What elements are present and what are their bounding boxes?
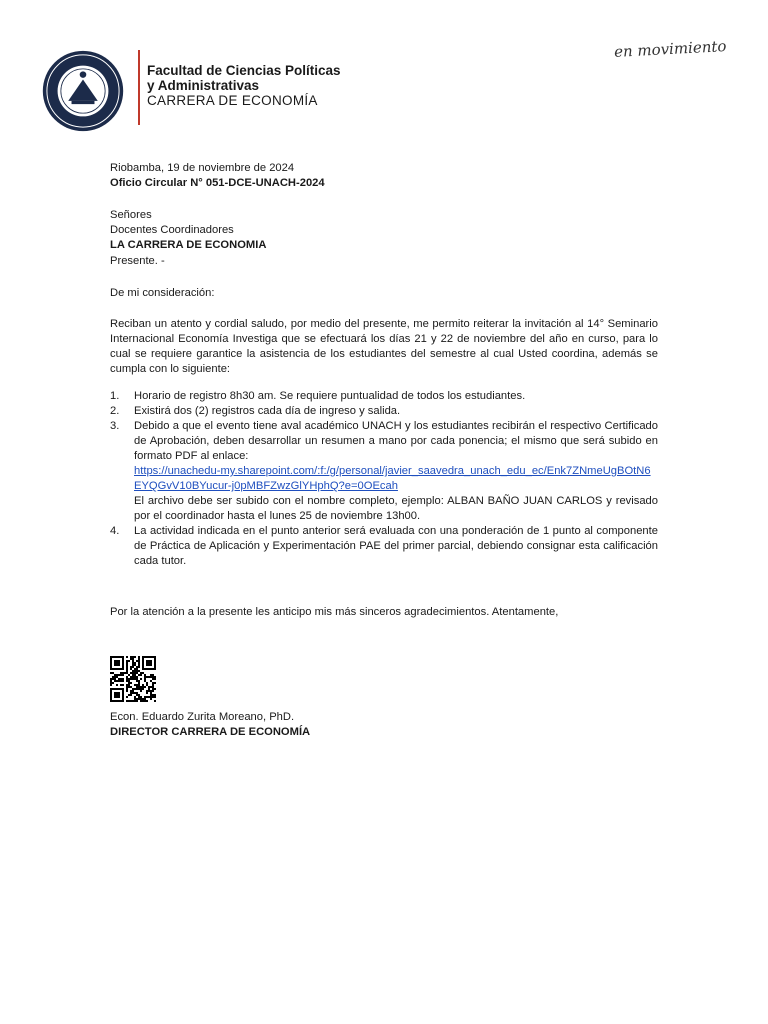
recipient-line-4: Presente. - — [110, 255, 165, 267]
salutation: De mi consideración: — [110, 287, 215, 299]
place-date: Riobamba, 19 de noviembre de 2024 — [110, 162, 295, 174]
university-seal-logo — [42, 50, 124, 132]
list-item: 3. Debido a que el evento tiene aval académico UNACH y los estudiantes recibirán el respectivo Certificado de Aprobación, deben desarrollar un resumen a mano por cada ponencia; el mismo que será subido en formato PDF al enlace: https://unachedu-my.sharepoint.com/:f:/g/personal/javier_saavedra_unach_edu_ec/Enk7ZNmeUgBOtN6EYQGvV10BYucur-j0pMBFZwzGlYHphQ?e=0OEcah El archivo debe ser subido con el nombre completo, ejemplo: ALBAN BAÑO JUAN CARLOS y revisado por el coordinador hasta el lunes 25 de noviembre 13h00. — [110, 420, 658, 522]
motto-logo: en movimiento — [613, 37, 727, 61]
signer-name: Econ. Eduardo Zurita Moreano, PhD. — [110, 711, 295, 723]
office-number: Oficio Circular N° 051-DCE-UNACH-2024 — [110, 177, 325, 189]
list-item: 2. Existirá dos (2) registros cada día de ingreso y salida. — [110, 405, 401, 417]
closing-paragraph: Por la atención a la presente les anticipo mis más sinceros agradecimientos. Atentamente, — [110, 606, 559, 618]
header-divider — [138, 50, 140, 125]
list-item: 1. Horario de registro 8h30 am. Se requiere puntualidad de todos los estudiantes. — [110, 390, 526, 402]
qr-signature-code — [110, 656, 156, 702]
career-name: CARRERA DE ECONOMÍA — [147, 93, 318, 108]
list-item: 4. La actividad indicada en el punto anterior será evaluada con una ponderación de 1 punto al componente de Práctica de Aplicación y Experimentación PAE del primer parcial, debiendo consignar esta calificación cada tutor. — [110, 525, 658, 567]
sharepoint-link[interactable]: https://unachedu-my.sharepoint.com/:f:/g/personal/javier_saavedra_unach_edu_ec/Enk7ZNmeUgBOtN6EYQGvV10BYucur-j0pMBFZwzGlYHphQ?e=0OEcah — [134, 465, 651, 492]
requirements-list — [110, 389, 658, 569]
signer-title: DIRECTOR CARRERA DE ECONOMÍA — [110, 726, 311, 738]
recipient-line-2: Docentes Coordinadores — [110, 224, 234, 236]
recipient-line-3: LA CARRERA DE ECONOMIA — [110, 239, 267, 251]
faculty-name: Facultad de Ciencias Políticas y Administrativas — [147, 63, 341, 93]
intro-paragraph: Reciban un atento y cordial saludo, por medio del presente, me permito reiterar la invitación al 14° Seminario Internacional Economía Investiga que se efectuará los días 21 y 22 de noviembre del año en curso, para lo cual se requiere garantice la asistencia de los estudiantes del semestre al cual Usted coordina, además se cumpla con lo siguiente: — [110, 318, 658, 375]
recipient-line-1: Señores — [110, 209, 152, 221]
